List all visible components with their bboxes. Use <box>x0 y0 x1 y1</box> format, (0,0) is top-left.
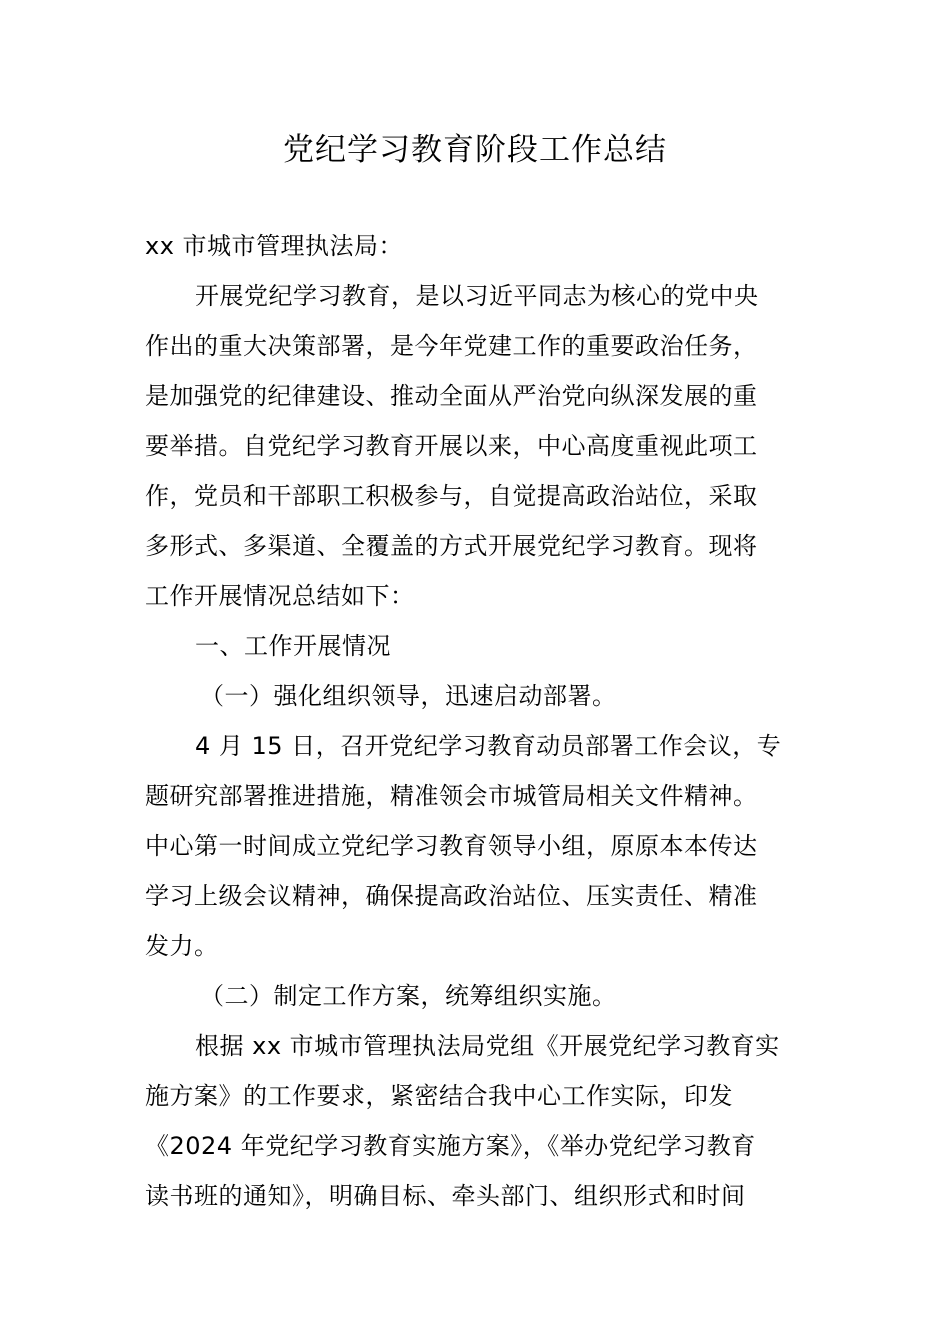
paragraph-line: 施方案》的工作要求，紧密结合我中心工作实际，印发 <box>145 1082 733 1110</box>
paragraph-line: 工作开展情况总结如下： <box>145 582 415 610</box>
paragraph-line: 开展党纪学习教育，是以习近平同志为核心的党中央 <box>195 282 759 310</box>
paragraph-line: 中心第一时间成立党纪学习教育领导小组，原原本本传达 <box>145 832 758 860</box>
paragraph-line: 多形式、多渠道、全覆盖的方式开展党纪学习教育。现将 <box>145 532 758 560</box>
paragraph-line: 根据 xx 市城市管理执法局党组《开展党纪学习教育实 <box>195 1032 780 1060</box>
paragraph-line: 题研究部署推进措施，精准领会市城管局相关文件精神。 <box>145 782 758 810</box>
paragraph-line: 要举措。自党纪学习教育开展以来，中心高度重视此项工 <box>145 432 758 460</box>
paragraph-line: 《2024 年党纪学习教育实施方案》，《举办党纪学习教育 <box>145 1132 756 1160</box>
paragraph-line: 作出的重大决策部署，是今年党建工作的重要政治任务， <box>145 332 758 360</box>
paragraph-line: 4 月 15 日，召开党纪学习教育动员部署工作会议，专 <box>195 732 782 760</box>
paragraph-line: 读书班的通知》，明确目标、牵头部门、组织形式和时间 <box>145 1182 746 1210</box>
paragraph-line: 学习上级会议精神，确保提高政治站位、压实责任、精准 <box>145 882 758 910</box>
subsection-heading: （一）强化组织领导，迅速启动部署。 <box>200 682 617 710</box>
subsection-heading: （二）制定工作方案，统筹组织实施。 <box>200 982 617 1010</box>
addressee-line: xx 市城市管理执法局： <box>145 232 404 260</box>
document-title: 党纪学习教育阶段工作总结 <box>283 132 667 168</box>
paragraph-line: 是加强党的纪律建设、推动全面从严治党向纵深发展的重 <box>145 382 758 410</box>
section-heading: 一、工作开展情况 <box>195 632 391 660</box>
paragraph-line: 作，党员和干部职工积极参与，自觉提高政治站位，采取 <box>145 482 758 510</box>
paragraph-line: 发力。 <box>145 932 219 960</box>
